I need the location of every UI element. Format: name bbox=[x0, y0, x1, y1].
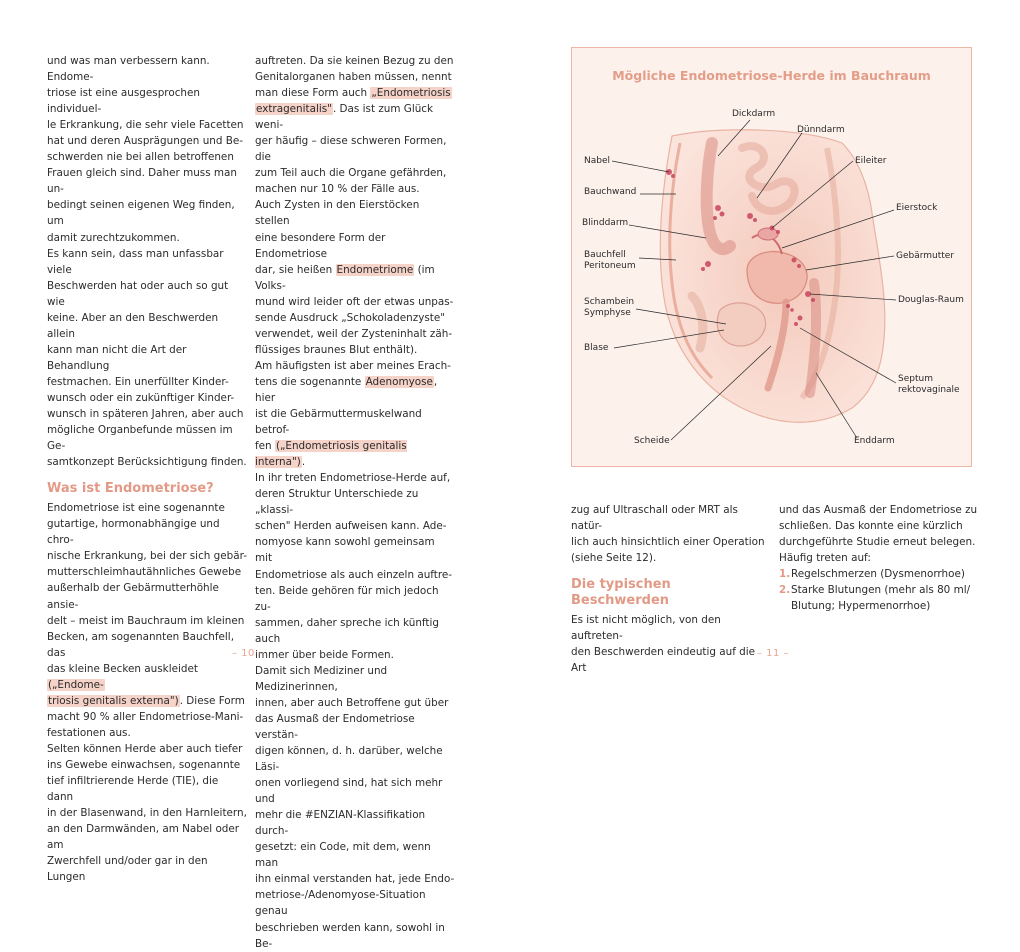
label-enddarm: Enddarm bbox=[854, 436, 895, 446]
label-septum: Septum bbox=[898, 374, 933, 384]
label-bauchfell: Bauchfell bbox=[584, 250, 626, 260]
label-gebaermutter: Gebärmutter bbox=[896, 251, 955, 261]
paragraph: auftreten. Da sie keinen Bezug zu den Genitalorganen haben müssen, nennt man diese Form auch „Endometriosis extragenitalis". Das ist zum Glück weni- ger häufig – diese schweren Formen, die zum Teil auch die Organe gefährden, machen nur 10 % der Fälle aus. Auch Zysten in den Eierstöcken stellen eine besondere Form der Endometriose dar, sie heißen Endometriome (im Volks- mund wird leider oft der etwas unpas- sende Ausdruck „Schokoladenzyste" verwendet, weil der Zysteninhalt zäh- flüssiges braunes Blut enthält). Am häufigsten ist aber meines Erach- tens die sogenannte Adenomyose, hier ist die Gebärmuttermuskelwand betrof- fen („Endometriosis genitalis interna"). In ihr treten Endometriose-Herde auf, deren Struktur Unterschiede zu „klassi- schen" Herden aufweisen kann. Ade- nomyose kann sowohl gemeinsam mit Endometriose als auch einzeln auftre- ten. Beide gehören für mich jedoch zu- sammen, daher spreche ich künftig auch immer über beide Formen. Damit sich Mediziner und Medizinerinnen, innen, aber auch Betroffene gut über das Ausmaß der Endometriose verstän- digen können, d. h. darüber, welche Läsi- onen vorliegend sind, hat sich mehr und mehr die #ENZIAN-Klassifikation durch- gesetzt: ein Code, mit dem, wenn man ihn einmal verstanden hat, jede Endo- metriose-/Adenomyose-Situation genau beschrieben werden kann, sowohl in Be- bbox=[255, 55, 455, 950]
uterus bbox=[747, 252, 807, 304]
label-rektovaginale: rektovaginale bbox=[898, 385, 960, 395]
label-peritoneum: Peritoneum bbox=[584, 261, 636, 271]
highlighted-term: Adenomyose bbox=[365, 375, 433, 388]
list-item: 1. Regelschmerzen (Dysmenorrhoe) bbox=[779, 566, 979, 582]
label-duenndarm: Dünndarm bbox=[797, 125, 845, 135]
paragraph: und das Ausmaß der Endometriose zu schließen. Das konnte eine kürzlich durchgeführte Studie erneut belegen. Häufig treten auf: bbox=[779, 504, 978, 565]
label-schambein: Schambein bbox=[584, 297, 635, 307]
symptom-list bbox=[779, 566, 979, 614]
paragraph: Selten können Herde aber auch tiefer ins Gewebe einwachsen, sogenannte tief infiltrierende Herde (TIE), die dann in der Blasenwand, in den Harnleitern, an den Darmwänden, am Nabel oder am Zwerchfell und/oder gar in den Lungen bbox=[47, 742, 247, 884]
label-nabel: Nabel bbox=[584, 156, 610, 166]
list-number: 2. bbox=[779, 584, 791, 597]
left-column-1 bbox=[47, 53, 247, 885]
list-item: 2. Starke Blutungen (mehr als 80 ml/ Blutung; Hypermenorrhoe) bbox=[779, 584, 971, 613]
bladder bbox=[717, 303, 765, 346]
right-column-1 bbox=[571, 502, 771, 676]
label-blinddarm: Blinddarm bbox=[582, 218, 629, 228]
highlighted-term: extragenitalis" bbox=[256, 103, 332, 116]
section-heading: Die typischen Beschwerden bbox=[571, 577, 671, 609]
section-heading: Was ist Endometriose? bbox=[47, 481, 214, 497]
ovary bbox=[758, 228, 778, 240]
page-number-right: – 11 – bbox=[757, 648, 790, 659]
label-douglas-raum: Douglas-Raum bbox=[898, 295, 964, 305]
highlighted-term: triosis genitalis externa") bbox=[48, 694, 179, 707]
paragraph: und was man verbessern kann. Endome- triose ist eine ausgesprochen individuel- le Erkrankung, die sehr viele Facetten hat und deren Ausprägungen und Be- schwerden nie bei allen betroffenen Frauen gleich sind. Daher muss man un- bedingt seinen eigenen Weg finden, um damit zurechtzukommen. bbox=[47, 55, 244, 244]
page-number-left: – 10 – bbox=[232, 648, 265, 659]
label-eileiter: Eileiter bbox=[855, 156, 887, 166]
highlighted-term: („Endome- bbox=[48, 678, 104, 691]
highlighted-term: („Endometriosis genitalis interna") bbox=[255, 440, 407, 469]
label-bauchwand: Bauchwand bbox=[584, 187, 637, 197]
left-column-2 bbox=[255, 53, 455, 952]
label-dickdarm: Dickdarm bbox=[732, 109, 776, 119]
highlighted-term: Endometriome bbox=[336, 263, 414, 276]
list-number: 1. bbox=[779, 568, 791, 581]
paragraph: Es kann sein, dass man unfassbar viele Beschwerden hat oder auch so gut wie keine. Aber an den Beschwerden allein kann man nicht die Art der Behandlung festmachen. Ein unerfüllter Kinder- wunsch oder ein zukünftiger Kinder- wunsch in späteren Jahren, aber auch mögliche Organbefunde müssen im Ge- samtkonzept Berücksichtigung finden. bbox=[47, 247, 247, 469]
label-scheide: Scheide bbox=[634, 436, 670, 446]
highlighted-term: „Endometriosis bbox=[371, 87, 451, 100]
label-blase: Blase bbox=[584, 343, 609, 353]
paragraph: zug auf Ultraschall oder MRT als natür- lich auch hinsichtlich einer Operation (siehe Seite 12). bbox=[571, 504, 765, 565]
label-eierstock: Eierstock bbox=[896, 203, 938, 213]
figure-title: Mögliche Endometriose-Herde im Bauchraum bbox=[612, 68, 931, 83]
anatomy-figure bbox=[571, 47, 972, 467]
right-column-2 bbox=[779, 502, 979, 614]
paragraph: Es ist nicht möglich, von den auftreten- den Beschwerden eindeutig auf die Art bbox=[571, 614, 756, 675]
paragraph: Endometriose ist eine sogenannte gutartige, hormonabhängige und chro- nische Erkrankung, bei der sich gebär- mutterschleimhautähnliches Gewebe außerhalb der Gebärmutterhöhle ansie- delt – meist im Bauchraum im kleinen Becken, am sogenannten Bauchfell, das das kleine Becken auskleidet („Endome- triosis genitalis externa"). Diese Form macht 90 % aller Endometriose-Mani- festationen aus. bbox=[47, 502, 247, 739]
label-symphyse: Symphyse bbox=[584, 308, 631, 318]
